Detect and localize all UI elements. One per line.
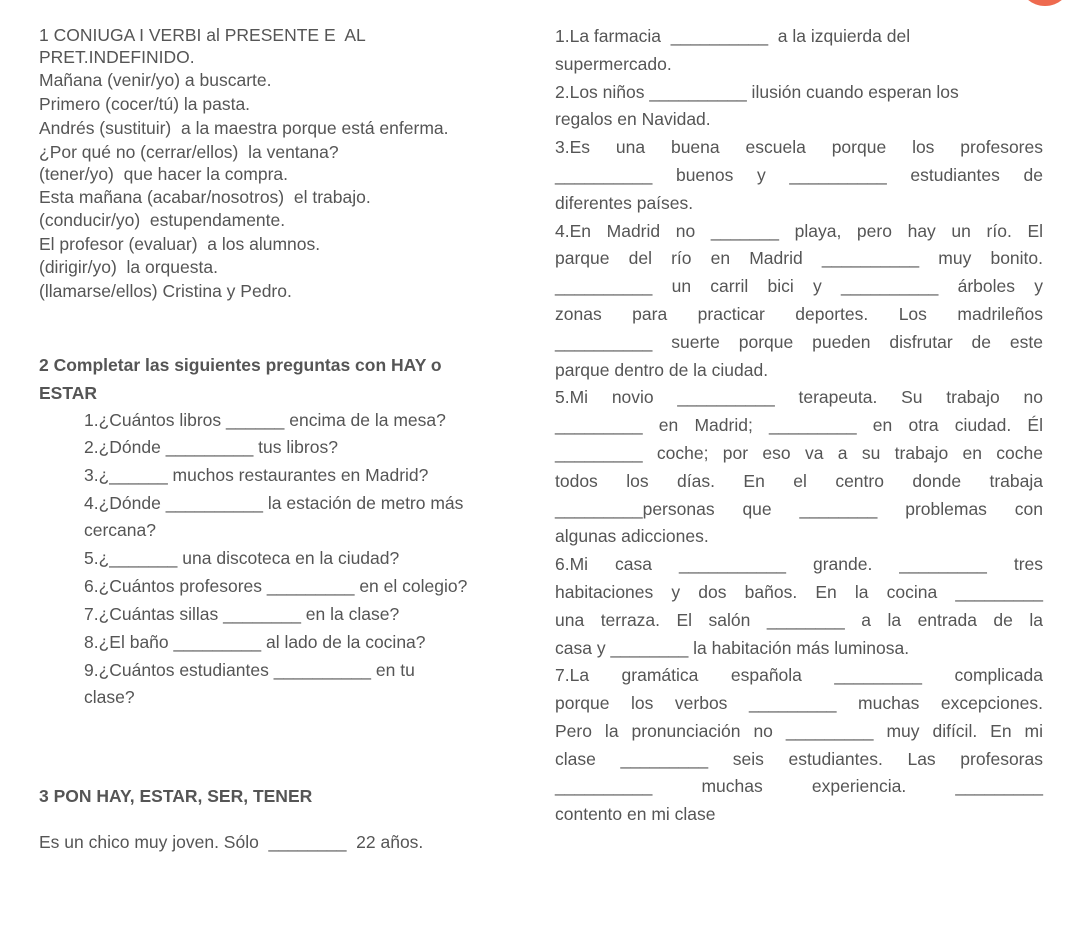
section-2-item: 2.¿Dónde _________ tus libros?	[84, 437, 338, 457]
section-1-line: ¿Por qué no (cerrar/ellos) la ventana?	[39, 142, 339, 162]
exercise-line: _________ en Madrid; _________ en otra ciudad. Él	[555, 415, 1043, 435]
section-2-item: 8.¿El baño _________ al lado de la cocina?	[84, 632, 426, 652]
exercise-line: porque los verbos _________ muchas excepciones.	[555, 693, 1043, 713]
section-1-title-line-2: PRET.INDEFINIDO.	[39, 47, 195, 67]
section-2-item: 7.¿Cuántas sillas ________ en la clase?	[84, 604, 400, 624]
section-1-line: Primero (cocer/tú) la pasta.	[39, 94, 251, 114]
section-1-line: Esta mañana (acabar/nosotros) el trabajo.	[39, 187, 371, 207]
section-2-item: 3.¿______ muchos restaurantes en Madrid?	[84, 465, 429, 485]
section-2-title-line-1: 2 Completar las siguientes preguntas con HAY o	[39, 355, 442, 375]
exercise-line: 7.La gramática española _________ complicada	[555, 665, 1043, 685]
exercise-line: supermercado.	[555, 54, 672, 74]
section-2-item: 9.¿Cuántos estudiantes __________ en tu	[84, 660, 415, 680]
exercise-line: 4.En Madrid no _______ playa, pero hay un río. El	[555, 221, 1043, 241]
section-3-line: Es un chico muy joven. Sólo ________ 22 años.	[39, 832, 424, 852]
section-1-line: Mañana (venir/yo) a buscarte.	[39, 70, 272, 90]
section-1-title-line-1: 1 CONIUGA I VERBI al PRESENTE E AL	[39, 25, 366, 45]
exercise-line: parque del río en Madrid __________ muy bonito.	[555, 248, 1043, 268]
section-2-item: 4.¿Dónde __________ la estación de metro más	[84, 493, 464, 513]
section-2-title-line-2: ESTAR	[39, 383, 98, 403]
section-1-line: (dirigir/yo) la orquesta.	[39, 257, 218, 277]
exercise-line: __________ muchas experiencia. _________	[555, 776, 1043, 796]
section-2-item: 1.¿Cuántos libros ______ encima de la mesa?	[84, 410, 446, 430]
exercise-line: __________ un carril bici y __________ árboles y	[555, 276, 1043, 296]
corner-decoration	[1020, 0, 1070, 6]
exercise-line: 3.Es una buena escuela porque los profesores	[555, 137, 1043, 157]
exercise-line: clase _________ seis estudiantes. Las profesoras	[555, 749, 1043, 769]
section-1-line: Andrés (sustituir) a la maestra porque está enferma.	[39, 118, 449, 138]
exercise-line: algunas adicciones.	[555, 526, 709, 546]
section-1-line: (conducir/yo) estupendamente.	[39, 210, 286, 230]
exercise-line: parque dentro de la ciudad.	[555, 360, 769, 380]
section-2-item: cercana?	[84, 520, 156, 540]
exercise-line: __________ suerte porque pueden disfrutar de este	[555, 332, 1043, 352]
exercise-line: casa y ________ la habitación más luminosa.	[555, 638, 910, 658]
section-2-item: clase?	[84, 687, 135, 707]
exercise-line: __________ buenos y __________ estudiantes de	[555, 165, 1043, 185]
exercise-line: zonas para practicar deportes. Los madrileños	[555, 304, 1043, 324]
exercise-line: habitaciones y dos baños. En la cocina _________	[555, 582, 1043, 602]
section-3-title: 3 PON HAY, ESTAR, SER, TENER	[39, 786, 313, 806]
exercise-line: 6.Mi casa ___________ grande. _________ tres	[555, 554, 1043, 574]
section-2-item: 6.¿Cuántos profesores _________ en el colegio?	[84, 576, 468, 596]
exercise-line: 5.Mi novio __________ terapeuta. Su trabajo no	[555, 387, 1043, 407]
exercise-line: 1.La farmacia __________ a la izquierda del	[555, 26, 911, 46]
exercise-line: diferentes países.	[555, 193, 694, 213]
exercise-line: todos los días. En el centro donde trabaja	[555, 471, 1043, 491]
exercise-line: una terraza. El salón ________ a la entrada de la	[555, 610, 1043, 630]
exercise-line: _________personas que ________ problemas con	[555, 499, 1043, 519]
exercise-line: Pero la pronunciación no _________ muy difícil. En mi	[555, 721, 1043, 741]
exercise-line: regalos en Navidad.	[555, 109, 711, 129]
exercise-line: contento en mi clase	[555, 804, 716, 824]
exercise-line: _________ coche; por eso va a su trabajo en coche	[555, 443, 1043, 463]
section-1-line: (llamarse/ellos) Cristina y Pedro.	[39, 281, 292, 301]
exercise-line: 2.Los niños __________ ilusión cuando esperan los	[555, 82, 959, 102]
section-2-item: 5.¿_______ una discoteca en la ciudad?	[84, 548, 400, 568]
section-1-line: El profesor (evaluar) a los alumnos.	[39, 234, 321, 254]
section-1-line: (tener/yo) que hacer la compra.	[39, 164, 289, 184]
